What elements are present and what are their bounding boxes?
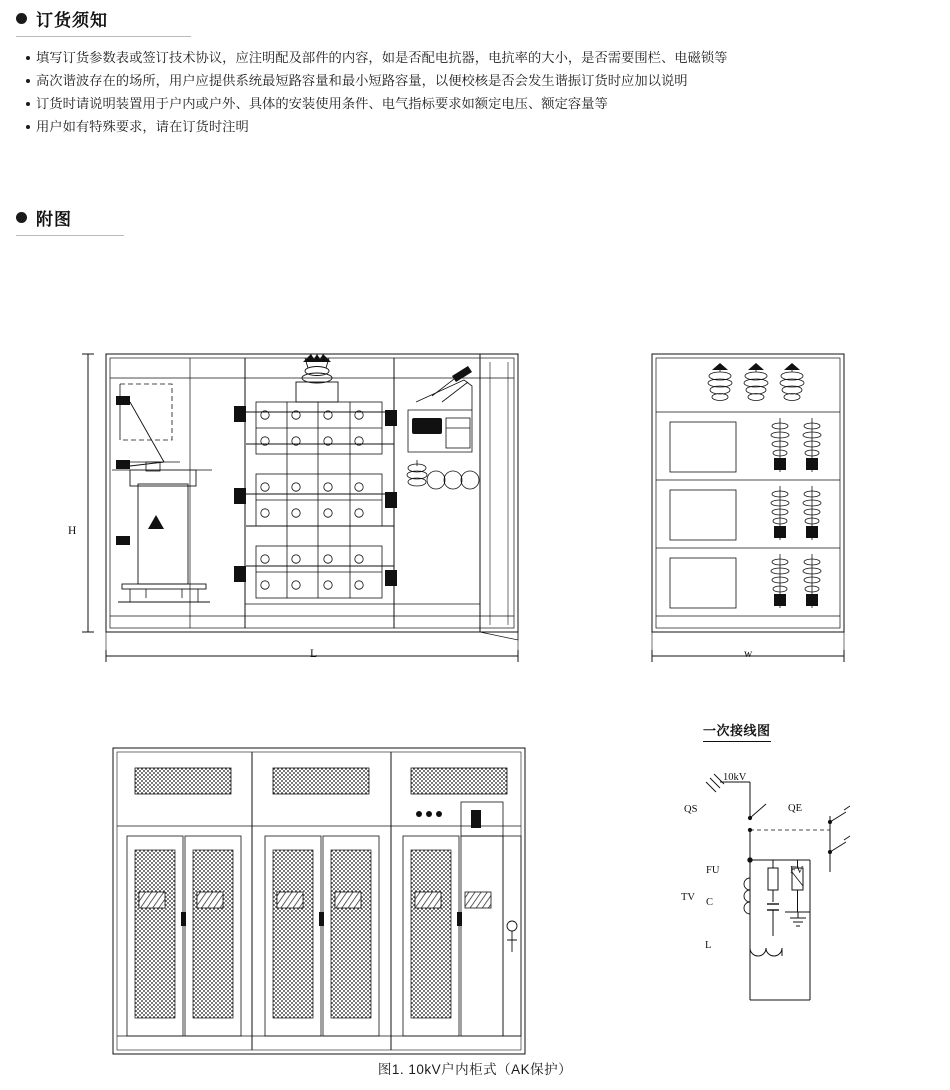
list-bullet-icon bbox=[26, 102, 30, 106]
schematic-label-qs: QS bbox=[684, 804, 698, 815]
schematic-label-l: L bbox=[705, 940, 712, 951]
list-bullet-icon bbox=[26, 56, 30, 60]
section-ordering-notice bbox=[0, 6, 950, 37]
figure-caption: 图1. 10kV户内柜式（AK保护） bbox=[377, 1062, 573, 1077]
section-attachment-figure bbox=[0, 205, 950, 236]
dimension-label-width: w bbox=[744, 648, 753, 660]
list-item bbox=[26, 116, 926, 138]
list-item bbox=[26, 47, 926, 69]
section-title: 订货须知 bbox=[36, 11, 108, 30]
list-item-text: 高次谐波存在的场所，用户应提供系统最短路容量和最小短路容量，以便校核是否会发生谐振订货时应加以说明 bbox=[36, 73, 688, 88]
schematic-label-c: C bbox=[706, 897, 714, 908]
list-bullet-icon bbox=[26, 125, 30, 129]
bullet-dot-icon bbox=[16, 13, 27, 24]
schematic-label-tv: TV bbox=[681, 892, 695, 903]
primary-wiring-schematic-drawing bbox=[680, 760, 880, 1020]
dimension-label-height: H bbox=[68, 525, 77, 537]
section-header bbox=[0, 205, 950, 230]
list-item bbox=[26, 93, 926, 115]
list-item bbox=[26, 70, 926, 92]
schematic-label-qe: QE bbox=[788, 803, 802, 814]
list-item-text: 填写订货参数表或签订技术协议，应注明配及部件的内容，如是否配电抗器，电抗率的大小，是否需要围栏、电磁锁等 bbox=[36, 50, 728, 65]
schematic-label-fu: FU bbox=[706, 865, 720, 876]
dimension-label-length: L bbox=[310, 648, 318, 660]
notice-list bbox=[26, 47, 926, 139]
bullet-dot-icon bbox=[16, 212, 27, 223]
list-item-text: 订货时请说明装置用于户内或户外、具体的安装使用条件、电气指标要求如额定电压、额定容量等 bbox=[36, 96, 608, 111]
section-header bbox=[0, 6, 950, 31]
section-title: 附图 bbox=[36, 210, 72, 229]
schematic-title: 一次接线图 bbox=[703, 723, 771, 738]
title-underline bbox=[703, 741, 771, 742]
list-item-text: 用户如有特殊要求，请在订货时注明 bbox=[36, 119, 249, 134]
schematic-label-fv: FV bbox=[790, 865, 804, 876]
divider bbox=[16, 235, 124, 236]
schematic-title-wrap bbox=[703, 720, 771, 742]
schematic-label-voltage: 10kV bbox=[723, 772, 747, 783]
divider bbox=[16, 36, 191, 37]
list-bullet-icon bbox=[26, 79, 30, 83]
side-internal-view-drawing bbox=[640, 340, 870, 720]
figure-container bbox=[0, 300, 950, 1090]
cabinet-exterior-elevation-drawing bbox=[105, 740, 565, 1070]
front-internal-view-drawing bbox=[60, 340, 620, 720]
